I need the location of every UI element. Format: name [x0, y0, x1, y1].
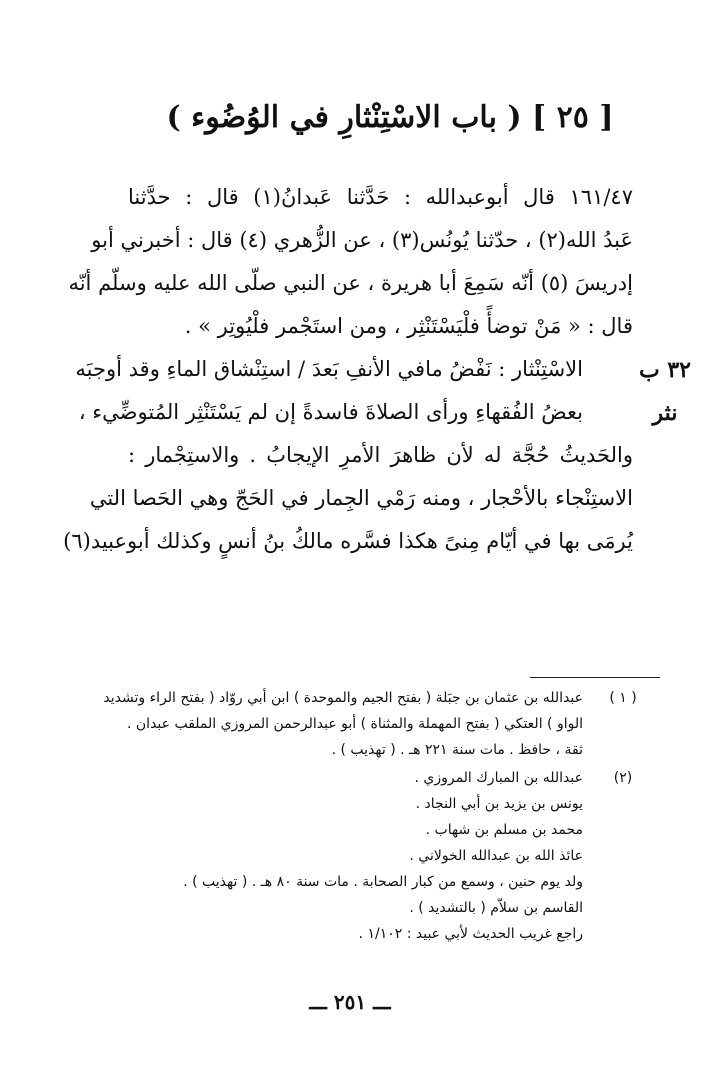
footnote-line-2 — [60, 716, 648, 738]
footnote-text: ثقة ، حافظ . مات سنة ٢٢١ هـ . ( تهذيب ) . — [331, 742, 583, 758]
body-line-4: قال : « مَنْ توضأً فلْيَسْتَنْثِر ، ومن استَجْمر فلْيُوتِر » . — [184, 314, 633, 338]
footnote-text: القاسم بن سلاّم ( بالتشديد ) . — [409, 900, 583, 916]
footnote-separator — [530, 677, 660, 678]
footnote-text: راجع غريب الحديث لأبي عبيد : ١/١٠٢ . — [358, 926, 583, 942]
footnote-line-1 — [60, 690, 648, 712]
footnote-text: محمد بن مسلم بن شهاب . — [425, 822, 583, 838]
footnote-line-10 — [60, 926, 648, 948]
footnote-text: عبدالله بن المبارك المروزي . — [414, 770, 583, 786]
body-line-9: يُرمَى بها في أيّام مِنىً هكذا فسَّره مالكُ بنُ أنسٍ وكذلك أبوعبيد(٦) — [63, 529, 633, 553]
body-line-8: الاستِنْجاء بالأحْجار ، ومنه رَمْي الجِمار في الحَجّ وهي الحَصا التي — [89, 486, 633, 510]
footnote-text: عائذ الله بن عبدالله الخولاني . — [409, 848, 583, 864]
footnote-number: (٢) — [613, 770, 633, 786]
footnote-text: ولد يوم حنين ، وسمع من كبار الصحابة . مات سنة ٨٠ هـ . ( تهذيب ) . — [183, 874, 583, 890]
margin-note-root: نثر — [652, 400, 678, 426]
page-number: ـــ ٢٥١ ـــ — [309, 990, 391, 1014]
footnote-line-3 — [60, 742, 648, 764]
footnote-number: ( ١ ) — [609, 690, 637, 706]
body-line-6: بعضُ الفُقهاءِ ورأى الصلاةَ فاسدةً إن لم يَسْتَنْثِر المُتوضِّيء ، — [78, 400, 583, 424]
body-line-7: والحَديثُ حُجَّة له لأن ظاهرَ الأمرِ الإيجابُ . والاستِجْمار : — [128, 443, 633, 467]
footnote-text: يونس بن يزيد بن أبي النجاد . — [415, 796, 583, 812]
footnote-text: الواو ) العتكي ( بفتح المهملة والمثناة ) أبو عبدالرحمن المروزي الملقب عبدان . — [127, 716, 583, 732]
footnote-text: عبدالله بن عثمان بن جبَلة ( بفتح الجيم والموحدة ) ابن أبي روّاد ( بفتح الراء وتشديد — [103, 690, 583, 706]
footnote-line-5 — [60, 796, 648, 818]
footnote-line-6 — [60, 822, 648, 844]
footnote-line-7 — [60, 848, 648, 870]
body-line-2: عَبدُ الله(٢) ، حدّثنا يُونُس(٣) ، عن الزُّهري (٤) قال : أخبرني أبو — [91, 228, 633, 252]
body-line-1: ١٦١/٤٧ قال أبوعبدالله : حَدَّثنا عَبدانُ(١) قال : حدَّثنا — [128, 185, 633, 209]
footnote-line-8 — [60, 874, 648, 896]
footnote-line-4 — [60, 770, 648, 792]
footnote-line-9 — [60, 900, 648, 922]
body-line-3: إدريسَ (٥) أنّه سَمِعَ أبا هريرة ، عن النبي صلّى الله عليه وسلّم أنّه — [68, 271, 633, 295]
body-line-5: الاسْتِنْثار : نَفْضُ مافي الأنفِ بَعدَ / استِنْشاق الماءِ وقد أوجبَه — [75, 357, 583, 381]
margin-note-folio: ٣٢ ب — [638, 357, 691, 383]
chapter-title: [ ٢٥ ] ( باب الاسْتِنْثارِ في الوُضُوء ) — [166, 100, 614, 135]
